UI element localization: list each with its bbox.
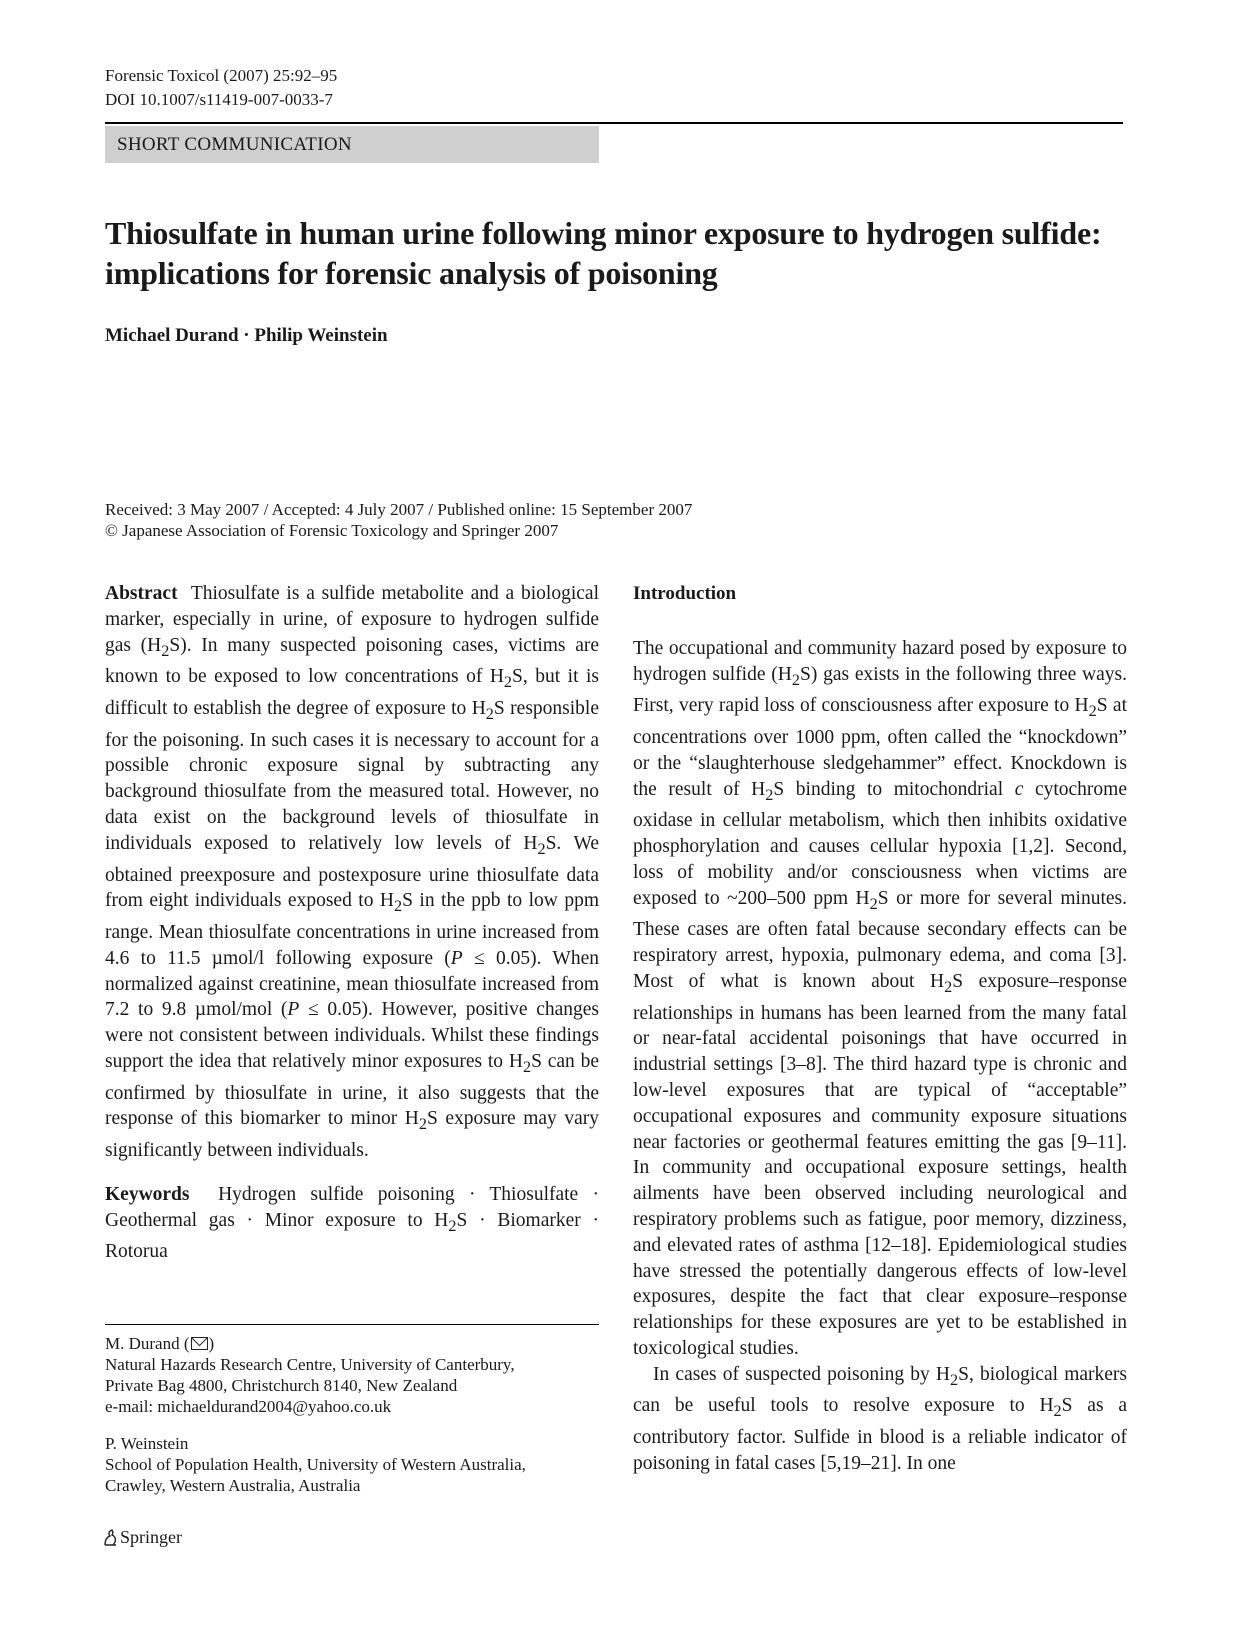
dates-line: Received: 3 May 2007 / Accepted: 4 July 2007 / Published online: 15 September 2007 [105, 500, 693, 519]
affiliation-durand: M. Durand ( ) Natural Hazards Research Centre, University of Canterbury, Private Bag 4800, Christchurch 8140, New Zealand e-mail: michaeldurand2004@yahoo.co.uk [105, 1333, 599, 1417]
section-label: SHORT COMMUNICATION [105, 126, 599, 163]
affiliation-weinstein: P. Weinstein School of Population Health, University of Western Australia, Crawley, Western Australia, Australia [105, 1434, 526, 1495]
doi-line: DOI 10.1007/s11419-007-0033-7 [105, 90, 333, 109]
publisher-name: Springer [120, 1527, 182, 1547]
copyright-line: © Japanese Association of Forensic Toxicology and Springer 2007 [105, 521, 559, 540]
envelope-icon [191, 1337, 208, 1350]
journal-citation [105, 64, 337, 112]
abstract: Abstract Thiosulfate is a sulfide metabolite and a biological marker, especially in urine, of exposure to hydrogen sulfide gas $(H_2S)$. In many suspected poisoning cases, victims are known to be exposed to low concentrations of $H_2S$, but it is difficult to establish the degree of exposure to $H_2S$ responsible for the poisoning. In such cases it is necessary to account for a possible chronic exposure signal by subtracting any background thiosulfate from the measured total. However, no data exist on the background levels of thiosulfate in individuals exposed to relatively low levels of $H_2S$. We obtained preexposure and postexposure urine thiosulfate data from eight individuals exposed to $H_2S$ in the ppb to low ppm range. Mean thiosulfate concentrations in urine increased from 4.6 to 11.5 µmol/l following exposure (P ≤ 0.05). When normalized against creatinine, mean thiosulfate increased from 7.2 to 9.8 µmol/mol (P ≤ 0.05). However, positive changes were not consistent between individuals. Whilst these findings support the idea that relatively minor exposures to $H_2S$ can be confirmed by thiosulfate in urine, it also suggests that the response of this biomarker to minor $H_2S$ exposure may vary significantly between individuals. [105, 583, 600, 1162]
keywords: Keywords Hydrogen sulfide poisoning · Thiosulfate · Geothermal gas · Minor exposure to $H_2S$ · Biomarker · Rotorua [105, 1183, 599, 1263]
right-column [633, 581, 1127, 1477]
abstract-label: Abstract [105, 583, 178, 604]
header-rule [105, 122, 1123, 124]
author-email: e-mail: michaeldurand2004@yahoo.co.uk [105, 1397, 392, 1416]
journal-line: Forensic Toxicol (2007) 25:92–95 [105, 66, 338, 85]
article-title: Thiosulfate in human urine following minor exposure to hydrogen sulfide: implications for forensic analysis of poisoning [105, 215, 1102, 291]
intro-paragraph-2: In cases of suspected poisoning by $H_2S$, biological markers can be useful tools to resolve exposure to $H_2S$ as a contributory factor. Sulfide in blood is a reliable indicator of poisoning in fatal cases [5,19–21]. In one [633, 1363, 1127, 1474]
authors: Michael Durand · Philip Weinstein [105, 325, 388, 346]
springer-horse-icon [101, 1528, 119, 1548]
left-column [105, 581, 599, 1265]
publication-dates [105, 499, 692, 541]
publisher-logo [101, 1527, 182, 1548]
footnote-rule [105, 1324, 599, 1325]
introduction-heading: Introduction [633, 583, 737, 604]
keywords-label: Keywords [105, 1183, 190, 1205]
intro-paragraph-1: The occupational and community hazard posed by exposure to hydrogen sulfide $(H_2S)$ gas exists in the following three ways. First, very rapid loss of consciousness after exposure to $H_2S$ at concentrations over 1000 ppm, often called the “knockdown” or the “slaughterhouse sledgehammer” effect. Knockdown is the result of $H_2S$ binding to mitochondrial c cytochrome oxidase in cellular metabolism, which then inhibits oxidative phosphorylation and causes cellular hypoxia [1,2]. Second, loss of mobility and/or consciousness when victims are exposed to ~200–500 ppm $H_2S$ or more for several minutes. These cases are often fatal because secondary effects can be respiratory arrest, hypoxia, pulmonary edema, and coma [3]. Most of what is known about $H_2S$ exposure–response relationships in humans has been learned from the many fatal or near-fatal accidental poisonings that have occurred in industrial settings [3–8]. The third hazard type is chronic and low-level exposures that are typical of “acceptable” occupational exposures and community exposure situations near factories or geothermal features emitting the gas [9–11]. In community and occupational exposure settings, health ailments have been observed including neurological and respiratory problems such as fatigue, poor memory, dizziness, and elevated rates of asthma [12–18]. Epidemiological studies have stressed the potentially dangerous effects of low-level exposures, despite the fact that clear exposure–response relationships for these exposures are yet to be established in toxicological studies. [633, 637, 1127, 1359]
